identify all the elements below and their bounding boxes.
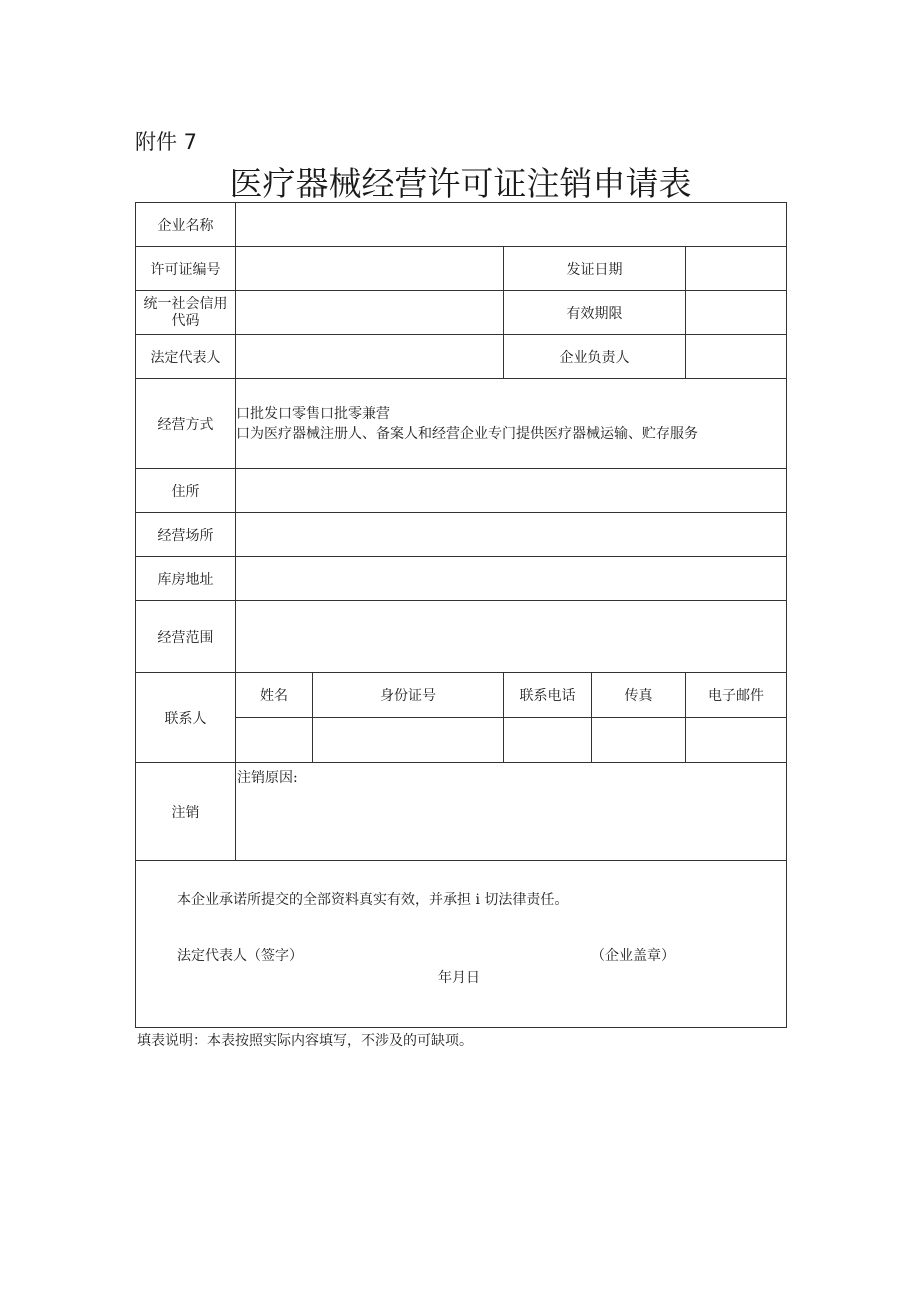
contact-col-id: 身份证号 — [313, 673, 504, 718]
license-no-field[interactable] — [236, 247, 504, 291]
contact-email-field[interactable] — [686, 718, 787, 763]
contact-col-fax: 传真 — [592, 673, 686, 718]
scope-field[interactable] — [236, 601, 787, 673]
cancellation-form-table — [135, 202, 787, 1028]
issue-date-field[interactable] — [686, 247, 787, 291]
row-scope — [136, 601, 787, 673]
contact-phone-field[interactable] — [504, 718, 592, 763]
business-mode-options[interactable] — [236, 379, 787, 469]
company-head-field[interactable] — [686, 335, 787, 379]
credit-code-label-line1: 统一社会信用 — [143, 295, 228, 312]
contact-col-email: 电子邮件 — [686, 673, 787, 718]
validity-label: 有效期限 — [504, 291, 686, 335]
row-promise — [136, 861, 787, 1028]
row-legal-rep — [136, 335, 787, 379]
row-credit-code — [136, 291, 787, 335]
cancel-reason-field[interactable] — [236, 763, 787, 861]
contact-col-phone: 联系电话 — [504, 673, 592, 718]
contact-label: 联系人 — [136, 673, 236, 763]
company-head-label: 企业负责人 — [504, 335, 686, 379]
cancel-reason-label: 注销原因: — [237, 770, 298, 786]
license-no-label: 许可证编号 — [136, 247, 236, 291]
seal-label[interactable]: （企业盖章） — [591, 948, 675, 964]
company-name-field[interactable] — [236, 203, 787, 247]
row-license — [136, 247, 787, 291]
company-name-label: 企业名称 — [136, 203, 236, 247]
contact-fax-field[interactable] — [592, 718, 686, 763]
date-label[interactable]: 年月日 — [438, 970, 480, 986]
row-warehouse — [136, 557, 787, 601]
address-label: 住所 — [136, 469, 236, 513]
scope-label: 经营范围 — [136, 601, 236, 673]
contact-col-name: 姓名 — [236, 673, 313, 718]
address-field[interactable] — [236, 469, 787, 513]
contact-id-field[interactable] — [313, 718, 504, 763]
row-premises — [136, 513, 787, 557]
business-mode-line2[interactable]: 口为医疗器械注册人、备案人和经营企业专门提供医疗器械运输、贮存服务 — [236, 425, 698, 442]
form-title: 医疗器械经营许可证注销申请表 — [229, 164, 692, 203]
cancel-label: 注销 — [136, 763, 236, 861]
form-instructions-note: 填表说明：本表按照实际内容填写，不涉及的可缺项。 — [137, 1033, 473, 1049]
contact-name-field[interactable] — [236, 718, 313, 763]
credit-code-label — [136, 291, 236, 335]
legal-rep-label: 法定代表人 — [136, 335, 236, 379]
promise-block — [136, 861, 787, 1028]
credit-code-field[interactable] — [236, 291, 504, 335]
warehouse-field[interactable] — [236, 557, 787, 601]
credit-code-label-line2: 代码 — [171, 312, 200, 329]
row-business-mode — [136, 379, 787, 469]
legal-rep-field[interactable] — [236, 335, 504, 379]
annex-number: 附件 7 — [135, 130, 198, 154]
row-cancel — [136, 763, 787, 861]
premises-label: 经营场所 — [136, 513, 236, 557]
row-contact-header — [136, 673, 787, 718]
warehouse-label: 库房地址 — [136, 557, 236, 601]
row-company-name — [136, 203, 787, 247]
issue-date-label: 发证日期 — [504, 247, 686, 291]
signature-label[interactable]: 法定代表人（签字） — [177, 948, 303, 964]
business-mode-line1[interactable]: 口批发口零售口批零兼营 — [236, 405, 390, 422]
validity-field[interactable] — [686, 291, 787, 335]
row-address — [136, 469, 787, 513]
business-mode-label: 经营方式 — [136, 379, 236, 469]
premises-field[interactable] — [236, 513, 787, 557]
promise-statement: 本企业承诺所提交的全部资料真实有效，并承担 i 切法律责任。 — [177, 892, 569, 908]
